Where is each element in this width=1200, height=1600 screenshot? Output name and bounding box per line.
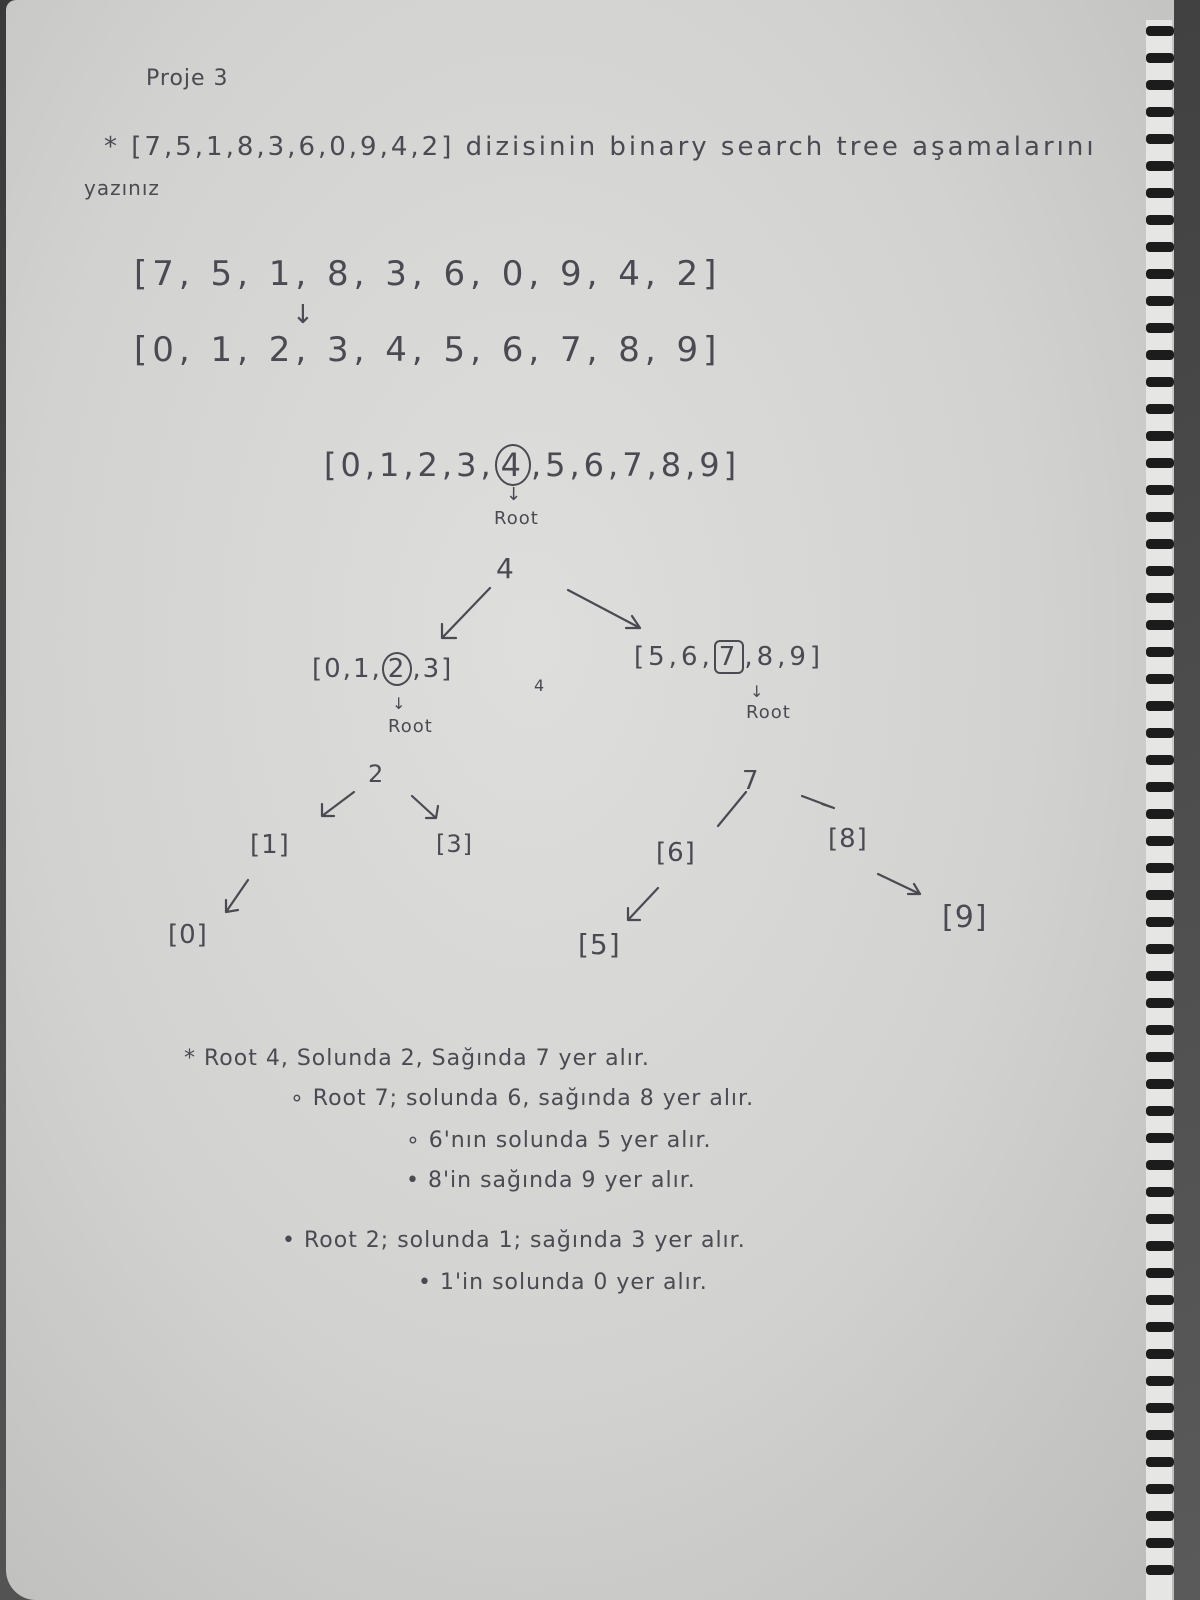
left-subarray-root: 2: [382, 652, 413, 686]
notebook-page: [6, 0, 1174, 1600]
down-arrow-icon: ↓: [292, 300, 315, 330]
binding-ring: [1146, 1160, 1174, 1170]
binding-ring: [1146, 1025, 1174, 1035]
binding-ring: [1146, 1511, 1174, 1521]
binding-ring: [1146, 1214, 1174, 1224]
leaf-node-9: [9]: [942, 900, 988, 935]
binding-ring: [1146, 1079, 1174, 1089]
binding-ring: [1146, 1484, 1174, 1494]
binding-ring: [1146, 1268, 1174, 1278]
binding-ring: [1146, 1538, 1174, 1548]
left-subarray-pre: [0,1,: [312, 654, 382, 684]
binding-ring: [1146, 1457, 1174, 1467]
split-array-right: ,5,6,7,8,9]: [530, 446, 741, 484]
question-line-2: yazınız: [84, 176, 160, 200]
stray-mark: 4: [534, 676, 546, 695]
binding-ring: [1146, 1349, 1174, 1359]
binding-ring: [1146, 1403, 1174, 1413]
tree-edges: [6, 0, 1174, 1000]
note-line-2: ∘ Root 7; solunda 6, sağında 8 yer alır.: [290, 1086, 755, 1111]
right-root-down-arrow-icon: ↓: [750, 682, 765, 701]
leaf-node-6: [6]: [656, 838, 696, 868]
right-root-label: Root: [746, 702, 791, 723]
right-subarray-root: 7: [714, 640, 745, 674]
binding-ring: [1146, 1133, 1174, 1143]
note-line-5: • Root 2; solunda 1; sağında 3 yer alır.: [282, 1228, 746, 1253]
binding-ring: [1146, 1052, 1174, 1062]
note-line-3: ∘ 6'nın solunda 5 yer alır.: [406, 1128, 712, 1153]
binding-ring: [1146, 1106, 1174, 1116]
question-line-1: * [7,5,1,8,3,6,0,9,4,2] dizisinin binary search tree aşamalarını: [104, 132, 1097, 162]
leaf-node-3: [3]: [436, 830, 473, 858]
edge-8-9: [878, 874, 920, 894]
note-line-6: • 1'in solunda 0 yer alır.: [418, 1270, 708, 1295]
split-array-left: [0,1,2,3,: [324, 446, 495, 484]
edge-7-6: [718, 792, 746, 826]
right-subarray-pre: [5,6,: [634, 642, 714, 672]
left-root-down-arrow-icon: ↓: [392, 694, 407, 713]
root-down-arrow-icon: ↓: [506, 484, 523, 505]
edge-2-1: [322, 792, 354, 816]
edge-2-3: [412, 796, 438, 818]
binding-ring: [1146, 1295, 1174, 1305]
page-title: Proje 3: [146, 66, 229, 91]
left-subarray-post: ,3]: [412, 654, 454, 684]
note-line-1: * Root 4, Solunda 2, Sağında 7 yer alır.: [184, 1046, 650, 1071]
right-subarray-post: ,8,9]: [744, 642, 825, 672]
binding-ring: [1146, 1376, 1174, 1386]
leaf-node-5: [5]: [578, 928, 621, 961]
binding-ring: [1146, 1322, 1174, 1332]
leaf-node-8: [8]: [828, 824, 868, 854]
left-root-label: Root: [388, 716, 433, 737]
binding-ring: [1146, 1187, 1174, 1197]
original-array: [7, 5, 1, 8, 3, 6, 0, 9, 4, 2]: [134, 254, 722, 294]
binding-ring: [1146, 1241, 1174, 1251]
left-root-node: 2: [368, 760, 385, 788]
edge-7-8: [802, 796, 834, 808]
leaf-node-0: [0]: [168, 920, 208, 950]
binding-ring: [1146, 1430, 1174, 1440]
leaf-node-1: [1]: [250, 830, 290, 860]
edge-1-0: [226, 880, 248, 912]
binding-ring: [1146, 1565, 1174, 1575]
split-array-root: 4: [495, 444, 531, 486]
edge-root-right: [568, 590, 640, 628]
edge-6-5: [628, 888, 658, 920]
right-root-node: 7: [742, 766, 760, 796]
note-line-4: • 8'in sağında 9 yer alır.: [406, 1168, 696, 1193]
edge-root-left: [442, 588, 490, 638]
sorted-array: [0, 1, 2, 3, 4, 5, 6, 7, 8, 9]: [134, 330, 722, 370]
root-node: 4: [496, 552, 515, 585]
root-label: Root: [494, 508, 539, 529]
